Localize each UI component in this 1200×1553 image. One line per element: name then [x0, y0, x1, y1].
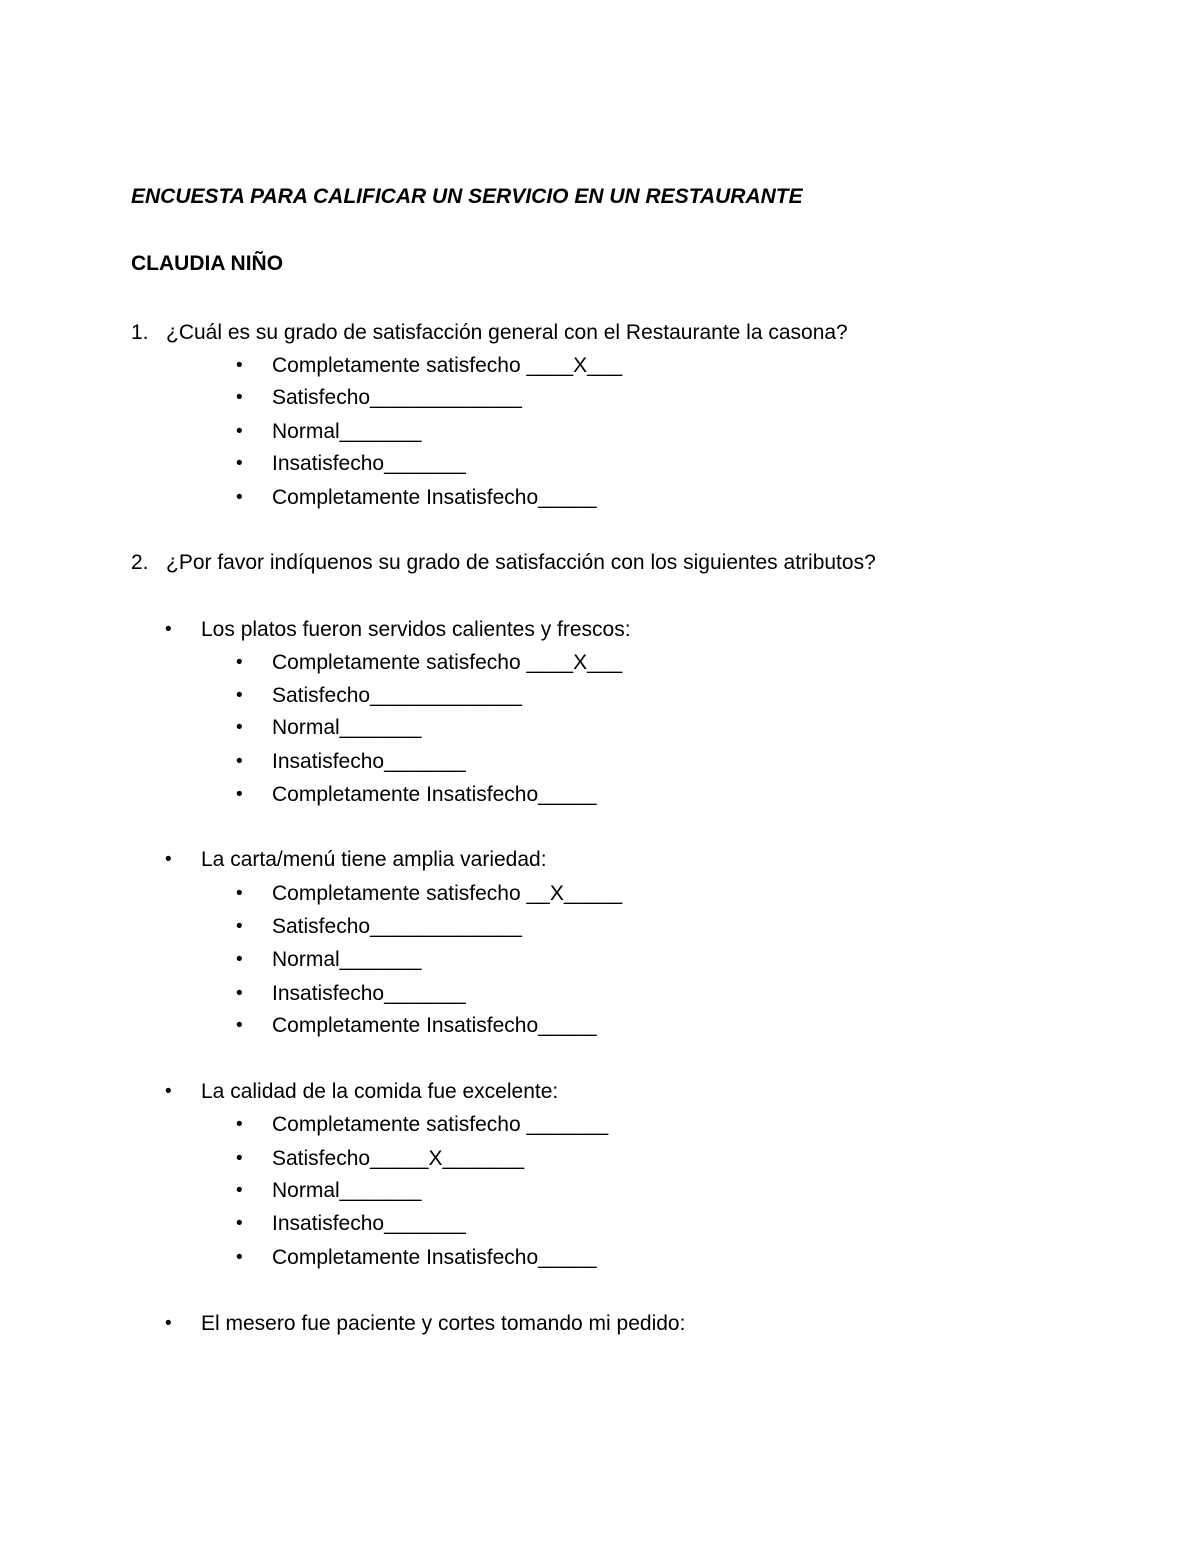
attribute-menu-variety: La carta/menú tiene amplia variedad:	[201, 848, 547, 871]
attr1-option-completely-dissatisfied: Completamente Insatisfecho_____	[272, 783, 597, 806]
bullet-icon: •	[236, 652, 243, 673]
question-1-text: ¿Cuál es su grado de satisfacción general con el Restaurante la casona?	[166, 321, 848, 344]
bullet-icon: •	[236, 355, 243, 376]
bullet-icon: •	[236, 1015, 243, 1036]
bullet-icon: •	[165, 1081, 172, 1102]
bullet-icon: •	[236, 883, 243, 904]
attr3-option-completely-dissatisfied: Completamente Insatisfecho_____	[272, 1246, 597, 1269]
bullet-icon: •	[236, 387, 243, 408]
bullet-icon: •	[236, 421, 243, 442]
bullet-icon: •	[236, 1114, 243, 1135]
attr3-option-dissatisfied: Insatisfecho_______	[272, 1212, 466, 1235]
attr1-option-dissatisfied: Insatisfecho_______	[272, 750, 466, 773]
question-2-number: 2.	[131, 551, 149, 574]
q1-option-completely-dissatisfied: Completamente Insatisfecho_____	[272, 486, 597, 509]
attr3-option-completely-satisfied: Completamente satisfecho _______	[272, 1113, 609, 1136]
bullet-icon: •	[236, 717, 243, 738]
bullet-icon: •	[236, 1213, 243, 1234]
attr2-option-completely-dissatisfied: Completamente Insatisfecho_____	[272, 1014, 597, 1037]
bullet-icon: •	[236, 1148, 243, 1169]
attribute-food-quality: La calidad de la comida fue excelente:	[201, 1080, 559, 1103]
q1-option-normal: Normal_______	[272, 420, 422, 443]
question-2-text: ¿Por favor indíquenos su grado de satisfacción con los siguientes atributos?	[166, 551, 876, 574]
attr2-option-dissatisfied: Insatisfecho_______	[272, 982, 466, 1005]
attr2-option-normal: Normal_______	[272, 948, 422, 971]
bullet-icon: •	[236, 453, 243, 474]
bullet-icon: •	[236, 784, 243, 805]
attr1-option-completely-satisfied: Completamente satisfecho ____X___	[272, 651, 623, 674]
q1-option-dissatisfied: Insatisfecho_______	[272, 452, 466, 475]
author-name: CLAUDIA NIÑO	[131, 252, 284, 275]
attr1-option-normal: Normal_______	[272, 716, 422, 739]
bullet-icon: •	[165, 619, 172, 640]
question-1-number: 1.	[131, 321, 149, 344]
attr3-option-satisfied: Satisfecho_____X_______	[272, 1147, 525, 1170]
q1-option-satisfied: Satisfecho_____________	[272, 386, 522, 409]
attr3-option-normal: Normal_______	[272, 1179, 422, 1202]
bullet-icon: •	[236, 983, 243, 1004]
document-title: ENCUESTA PARA CALIFICAR UN SERVICIO EN UN RESTAURANTE	[131, 185, 803, 208]
bullet-icon: •	[236, 751, 243, 772]
bullet-icon: •	[236, 685, 243, 706]
q1-option-completely-satisfied: Completamente satisfecho ____X___	[272, 354, 623, 377]
attribute-waiter-courtesy: El mesero fue paciente y cortes tomando mi pedido:	[201, 1312, 686, 1335]
bullet-icon: •	[236, 949, 243, 970]
bullet-icon: •	[236, 916, 243, 937]
bullet-icon: •	[236, 1247, 243, 1268]
attr1-option-satisfied: Satisfecho_____________	[272, 684, 522, 707]
attr2-option-completely-satisfied: Completamente satisfecho __X_____	[272, 882, 623, 905]
attr2-option-satisfied: Satisfecho_____________	[272, 915, 522, 938]
bullet-icon: •	[236, 1180, 243, 1201]
bullet-icon: •	[165, 849, 172, 870]
bullet-icon: •	[165, 1313, 172, 1334]
bullet-icon: •	[236, 487, 243, 508]
attribute-hot-fresh-dishes: Los platos fueron servidos calientes y frescos:	[201, 618, 631, 641]
